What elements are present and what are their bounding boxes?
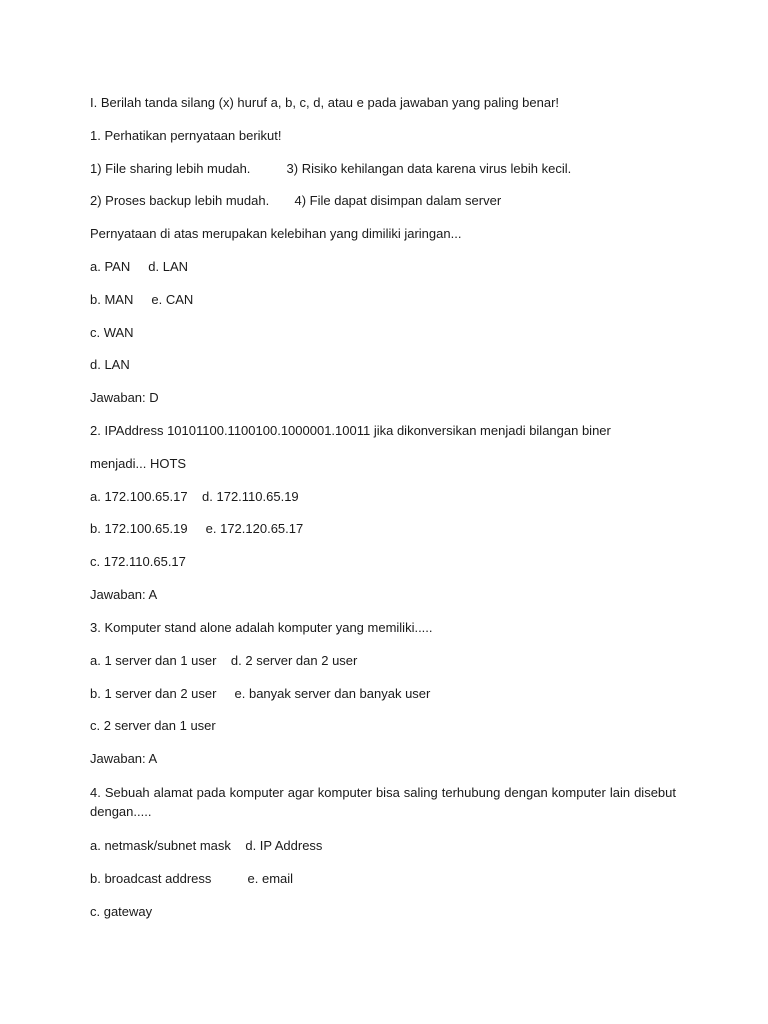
q4-options-row-2: b. broadcast address e. email xyxy=(90,871,294,886)
q2-options-row-3: c. 172.110.65.17 xyxy=(90,554,186,569)
question-2-line-2: menjadi... HOTS xyxy=(90,456,187,471)
q2-answer: Jawaban: A xyxy=(90,587,158,602)
question-4-line-2: dengan..... xyxy=(90,804,152,819)
q1-options-row-3: c. WAN xyxy=(90,325,134,340)
q1-options-row-1: a. PAN d. LAN xyxy=(90,259,189,274)
q2-options-row-2: b. 172.100.65.19 e. 172.120.65.17 xyxy=(90,521,304,536)
q3-options-row-1: a. 1 server dan 1 user d. 2 server dan 2 user xyxy=(90,653,358,668)
question-2-line-1: 2. IPAddress 10101100.1100100.1000001.10011 jika dikonversikan menjadi bilangan biner xyxy=(90,423,611,438)
q1-prompt: Pernyataan di atas merupakan kelebihan yang dimiliki jaringan... xyxy=(90,226,462,241)
q2-options-row-1: a. 172.100.65.17 d. 172.110.65.19 xyxy=(90,489,299,504)
question-1: 1. Perhatikan pernyataan berikut! xyxy=(90,128,282,143)
question-4-line-1: 4. Sebuah alamat pada komputer agar komputer bisa saling terhubung dengan komputer lain disebut xyxy=(90,785,676,800)
q3-options-row-3: c. 2 server dan 1 user xyxy=(90,718,216,733)
q4-options-row-1: a. netmask/subnet mask d. IP Address xyxy=(90,838,323,853)
q4-options-row-3: c. gateway xyxy=(90,904,153,919)
question-3: 3. Komputer stand alone adalah komputer yang memiliki..... xyxy=(90,620,433,635)
q3-answer: Jawaban: A xyxy=(90,751,158,766)
q1-answer: Jawaban: D xyxy=(90,390,159,405)
q1-options-row-4: d. LAN xyxy=(90,357,130,372)
q3-options-row-2: b. 1 server dan 2 user e. banyak server dan banyak user xyxy=(90,686,431,701)
q1-statements-row-2: 2) Proses backup lebih mudah. 4) File dapat disimpan dalam server xyxy=(90,193,502,208)
q1-statements-row-1: 1) File sharing lebih mudah. 3) Risiko kehilangan data karena virus lebih kecil. xyxy=(90,161,572,176)
q1-options-row-2: b. MAN e. CAN xyxy=(90,292,194,307)
instruction-text: I. Berilah tanda silang (x) huruf a, b, c, d, atau e pada jawaban yang paling benar! xyxy=(90,95,560,110)
